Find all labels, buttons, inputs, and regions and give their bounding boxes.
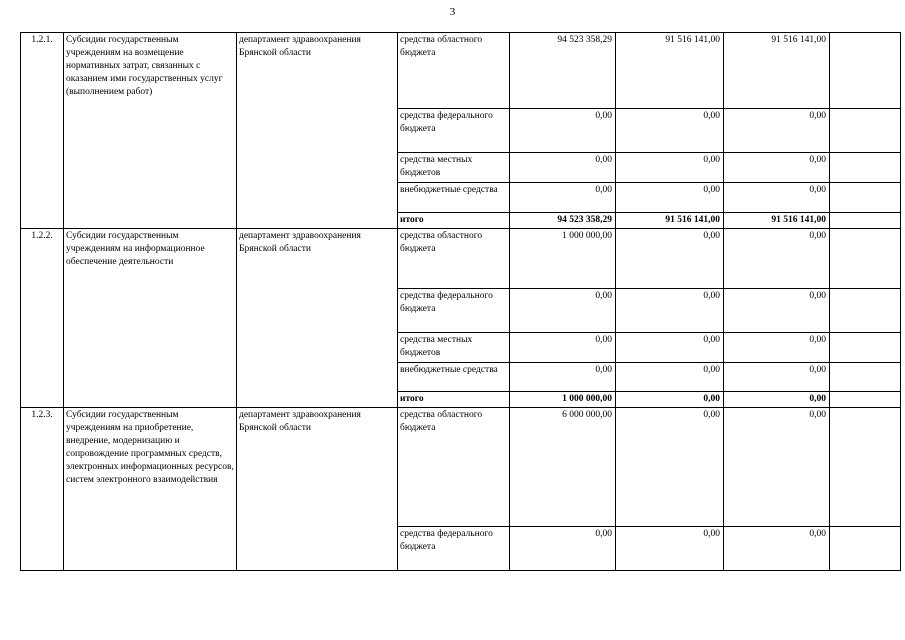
row-name: Субсидии государственным учреждениям на информационное обеспечение деятельности xyxy=(64,229,237,408)
value-cell: 0,00 xyxy=(616,183,724,213)
value-cell: 0,00 xyxy=(510,153,616,183)
value-cell: 91 516 141,00 xyxy=(616,33,724,109)
value-cell: 0,00 xyxy=(616,229,724,289)
value-cell: 0,00 xyxy=(724,363,830,392)
budget-table xyxy=(20,32,901,571)
value-cell: 6 000 000,00 xyxy=(510,408,616,527)
value-cell xyxy=(830,527,901,571)
value-cell: 0,00 xyxy=(510,109,616,153)
total-value xyxy=(830,392,901,408)
value-cell: 0,00 xyxy=(616,408,724,527)
total-value: 94 523 358,29 xyxy=(510,213,616,229)
table-row xyxy=(21,229,901,289)
value-cell: 0,00 xyxy=(616,289,724,333)
value-cell: 0,00 xyxy=(724,109,830,153)
row-executor: департамент здравоохранения Брянской области xyxy=(237,408,398,571)
value-cell: 0,00 xyxy=(616,153,724,183)
source-label: средства областного бюджета xyxy=(398,408,510,527)
table-row xyxy=(21,408,901,527)
row-code: 1.2.2. xyxy=(21,229,64,408)
value-cell: 0,00 xyxy=(724,183,830,213)
value-cell: 0,00 xyxy=(724,289,830,333)
row-executor: департамент здравоохранения Брянской области xyxy=(237,229,398,408)
total-value: 1 000 000,00 xyxy=(510,392,616,408)
value-cell xyxy=(830,183,901,213)
value-cell xyxy=(830,153,901,183)
row-name: Субсидии государственным учреждениям на приобретение, внедрение, модернизацию и сопровождение программных средств, электронных информационных ресурсов, систем электронного взаимодействия xyxy=(64,408,237,571)
value-cell: 0,00 xyxy=(616,363,724,392)
total-value xyxy=(830,213,901,229)
value-cell: 0,00 xyxy=(724,153,830,183)
value-cell xyxy=(830,289,901,333)
total-value: 91 516 141,00 xyxy=(616,213,724,229)
source-label: средства местных бюджетов xyxy=(398,153,510,183)
source-label: средства областного бюджета xyxy=(398,229,510,289)
value-cell: 0,00 xyxy=(616,333,724,363)
source-label: средства местных бюджетов xyxy=(398,333,510,363)
value-cell xyxy=(830,408,901,527)
value-cell: 0,00 xyxy=(510,527,616,571)
value-cell xyxy=(830,363,901,392)
value-cell: 91 516 141,00 xyxy=(724,33,830,109)
source-label: средства федерального бюджета xyxy=(398,289,510,333)
total-value: 0,00 xyxy=(724,392,830,408)
value-cell: 0,00 xyxy=(724,408,830,527)
value-cell: 0,00 xyxy=(616,527,724,571)
total-label: итого xyxy=(398,392,510,408)
value-cell: 0,00 xyxy=(510,333,616,363)
total-value: 0,00 xyxy=(616,392,724,408)
value-cell xyxy=(830,33,901,109)
value-cell: 0,00 xyxy=(724,527,830,571)
value-cell: 0,00 xyxy=(510,289,616,333)
value-cell: 0,00 xyxy=(616,109,724,153)
row-name: Субсидии государственным учреждениям на возмещение нормативных затрат, связанных с оказанием ими государственных услуг (выполнением работ) xyxy=(64,33,237,229)
table-row xyxy=(21,33,901,109)
source-label: средства федерального бюджета xyxy=(398,527,510,571)
row-code: 1.2.3. xyxy=(21,408,64,571)
value-cell: 1 000 000,00 xyxy=(510,229,616,289)
source-label: внебюджетные средства xyxy=(398,363,510,392)
total-label: итого xyxy=(398,213,510,229)
page-number: 3 xyxy=(449,6,456,18)
row-code: 1.2.1. xyxy=(21,33,64,229)
value-cell: 0,00 xyxy=(724,229,830,289)
source-label: внебюджетные средства xyxy=(398,183,510,213)
source-label: средства областного бюджета xyxy=(398,33,510,109)
value-cell xyxy=(830,229,901,289)
row-executor: департамент здравоохранения Брянской области xyxy=(237,33,398,229)
total-value: 91 516 141,00 xyxy=(724,213,830,229)
value-cell xyxy=(830,333,901,363)
value-cell: 0,00 xyxy=(724,333,830,363)
value-cell: 0,00 xyxy=(510,363,616,392)
value-cell: 94 523 358,29 xyxy=(510,33,616,109)
value-cell: 0,00 xyxy=(510,183,616,213)
source-label: средства федерального бюджета xyxy=(398,109,510,153)
value-cell xyxy=(830,109,901,153)
